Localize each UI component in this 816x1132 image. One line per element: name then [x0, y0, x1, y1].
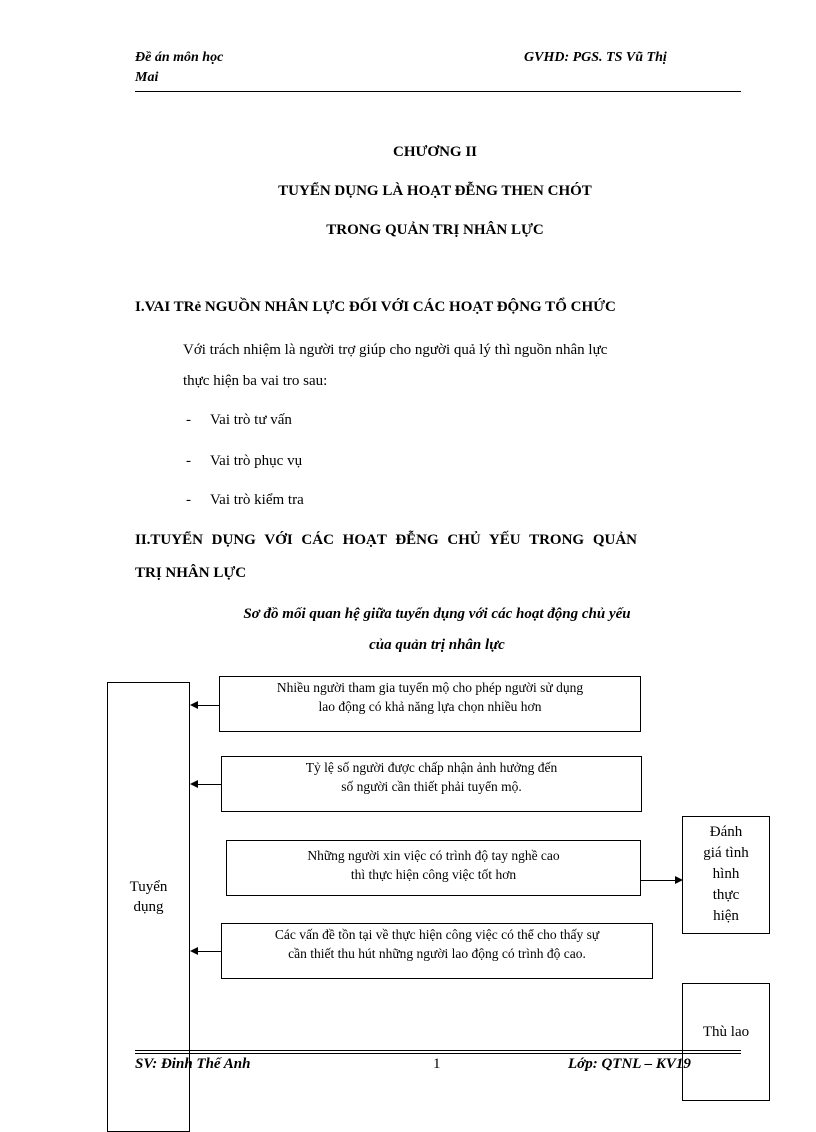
recruitment-label-line: dụng: [133, 899, 164, 915]
header-right: GVHD: PGS. TS Vũ Thị: [524, 50, 667, 65]
footer-class: Lớp: QTNL – KV19: [568, 1056, 691, 1072]
chapter-number: CHƯƠNG II: [392, 144, 478, 160]
bullet-dash: -: [186, 453, 191, 469]
header-rule: [135, 91, 741, 92]
section2-heading-line1: II.TUYỂN DỤNG VỚI CÁC HOẠT ĐỄNG CHỦ YẾU TRONG QUẢN: [135, 532, 637, 548]
bullet-item: Vai trò phục vụ: [210, 453, 303, 469]
footer-student: SV: Đinh Thế Anh: [135, 1056, 251, 1072]
performance-evaluation-line: hình: [712, 866, 740, 882]
footer-rule-bottom: [135, 1053, 741, 1054]
arrow-1-head: [190, 701, 198, 709]
recruitment-label: [107, 877, 190, 917]
section2-heading-line2: TRỊ NHÂN LỰC: [135, 565, 247, 581]
header-left-line1: Đề án môn học: [135, 50, 224, 65]
diagram-caption-line2: của quản trị nhân lực: [369, 637, 505, 653]
section1-heading: I.VAI TRẻ NGUỒN NHÂN LỰC ĐỐI VỚI CÁC HOẠT ĐỘNG TỔ CHỨC: [135, 299, 616, 315]
activity-box-3-line: Những người xin việc có trình độ tay nghề cao: [307, 848, 560, 863]
performance-evaluation-label: [682, 822, 770, 927]
performance-evaluation-line: hiện: [713, 908, 739, 924]
activity-box-2-line: số người cần thiết phải tuyển mộ.: [341, 779, 522, 794]
performance-evaluation-line: giá tình: [703, 845, 749, 861]
section1-para-line1: Với trách nhiệm là người trợ giúp cho người quả lý thì nguồn nhân lực: [183, 342, 608, 358]
performance-evaluation-line: thực: [712, 887, 740, 903]
bullet-item: Vai trò kiểm tra: [210, 492, 304, 508]
bullet-dash: -: [186, 412, 191, 428]
activity-box-2-line: Tỷ lệ số người được chấp nhận ảnh hưởng đến: [305, 760, 558, 775]
bullet-item: Vai trò tư vấn: [210, 412, 292, 428]
chapter-title-line2: TRONG QUẢN TRỊ NHÂN LỰC: [326, 222, 544, 238]
compensation-box: [682, 983, 770, 1101]
arrow-3-line: [641, 880, 675, 881]
activity-box-1-text: [219, 678, 641, 716]
activity-box-3-text: [226, 846, 641, 884]
arrow-1-line: [197, 705, 219, 706]
section1-para-line2: thực hiện ba vai tro sau:: [183, 373, 328, 389]
chapter-title-line1: TUYỂN DỤNG LÀ HOẠT ĐỄNG THEN CHÓT: [278, 183, 592, 199]
footer-rule-top: [135, 1050, 741, 1051]
bullet-dash: -: [186, 492, 191, 508]
activity-box-3-line: thì thực hiện công việc tốt hơn: [350, 867, 517, 882]
header-left-line2: Mai: [135, 70, 159, 85]
activity-box-4-text: [221, 925, 653, 963]
activity-box-4-line: Các vấn đề tồn tại về thực hiện công việc có thể cho thấy sự: [274, 927, 600, 942]
diagram-caption-line1: Sơ đồ mối quan hệ giữa tuyển dụng với các hoạt động chủ yếu: [243, 606, 631, 622]
compensation-label: Thù lao: [702, 1024, 750, 1040]
activity-box-4-line: cần thiết thu hút những người lao động có trình độ cao.: [288, 946, 586, 961]
arrow-2-head: [190, 780, 198, 788]
arrow-4-line: [197, 951, 221, 952]
arrow-2-line: [197, 784, 221, 785]
arrow-4-head: [190, 947, 198, 955]
activity-box-1-line: lao động có khả năng lựa chọn nhiều hơn: [318, 699, 542, 714]
recruitment-label-line: Tuyển: [129, 879, 168, 895]
activity-box-1-line: Nhiều người tham gia tuyển mộ cho phép người sử dụng: [276, 680, 584, 695]
performance-evaluation-line: Đánh: [709, 824, 743, 840]
page-number: 1: [433, 1056, 441, 1072]
activity-box-2-text: [221, 758, 642, 796]
